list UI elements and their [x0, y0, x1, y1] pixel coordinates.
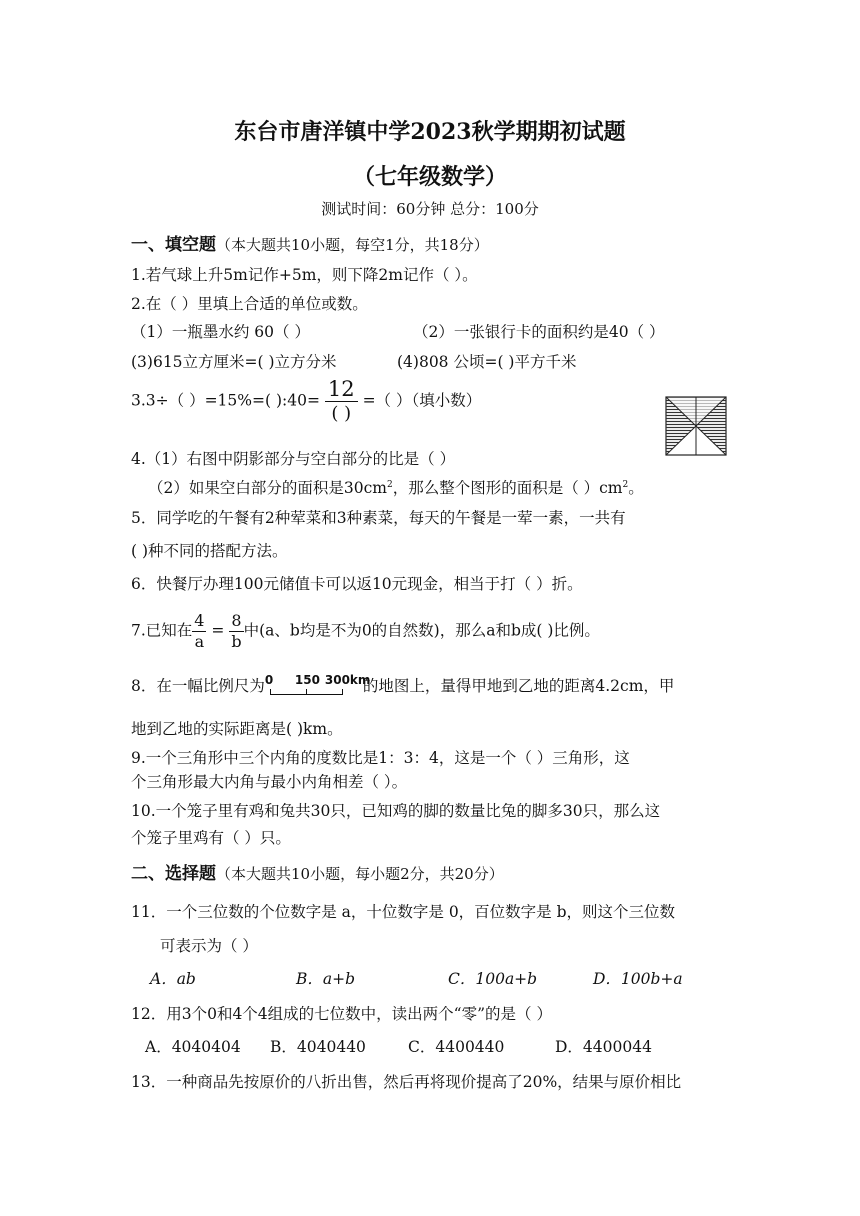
question-5-line-2: ( )种不同的搭配方法。 — [131, 542, 288, 560]
page-subtitle: （七年级数学） — [352, 164, 507, 190]
fraction-12 — [325, 377, 358, 426]
question-4-text-c: 。 — [628, 479, 644, 497]
q11-option-c: C．100a+b — [448, 970, 538, 988]
question-12: 12．用3个0和4个4组成的七位数中，读出两个“零”的是（ ） — [131, 1005, 552, 1023]
section-note: （本大题共10小题，每空1分，共18分） — [216, 236, 489, 254]
question-2-part-3: (3)615立方厘米=( )立方分米 — [131, 353, 337, 371]
question-2-part-4: (4)808 公顷=( )平方千米 — [397, 353, 577, 371]
question-4-part-1: 4.（1）右图中阴影部分与空白部分的比是（ ） — [131, 450, 456, 468]
question-8-post: 的地图上，量得甲地到乙地的距离4.2cm，甲 — [362, 677, 675, 695]
question-7 — [131, 611, 600, 652]
shaded-square-figure — [665, 396, 727, 456]
question-3-pre: 3.3÷（ ）=15%=( ):40= — [131, 391, 320, 410]
equals-sign: = — [211, 621, 225, 640]
scale-tick — [270, 689, 272, 695]
question-5: 5．同学吃的午餐有2种荤菜和3种素菜，每天的午餐是一荤一素，一共有 — [131, 509, 626, 527]
q11-option-b: B．a+b — [296, 970, 356, 988]
fraction-8-over-b — [229, 611, 243, 652]
q12-option-d: D．4400044 — [555, 1038, 652, 1056]
question-11-line-2: 可表示为（ ） — [160, 937, 258, 955]
question-3-post: =（ ）（填小数） — [362, 391, 482, 410]
question-2-part-1: （1）一瓶墨水约 60（ ） — [131, 323, 310, 341]
question-9-line-2: 个三角形最大内角与最小内角相差（ ）。 — [131, 773, 408, 791]
scale-tick — [306, 689, 308, 695]
fraction-4-over-a — [192, 611, 206, 652]
question-1: 1.若气球上升5m记作+5m，则下降2m记作（ ）。 — [131, 266, 478, 284]
page-title: 东台市唐洋镇中学2023秋学期期初试题 — [234, 119, 626, 145]
superscript: 2 — [622, 479, 629, 490]
question-7-post: 中(a、b均是不为0的自然数)，那么a和b成( )比例。 — [243, 621, 600, 640]
scale-tick — [342, 689, 344, 695]
question-10: 10.一个笼子里有鸡和兔共30只，已知鸡的脚的数量比兔的脚多30只，那么这 — [131, 802, 661, 820]
scale-label-150: 150 — [294, 673, 320, 687]
section-title: 二、选择题 — [131, 864, 216, 884]
q12-option-b: B．4040440 — [270, 1038, 366, 1056]
question-2-part-2: （2）一张银行卡的面积约是40（ ） — [413, 323, 665, 341]
section-heading-choice — [131, 859, 504, 884]
fraction-denominator: b — [231, 632, 242, 651]
scale-label-0: 0 — [264, 673, 274, 687]
question-11: 11．一个三位数的个位数字是 a，十位数字是 0，百位数字是 b，则这个三位数 — [131, 903, 676, 921]
question-2: 2.在（ ）里填上合适的单位或数。 — [131, 295, 368, 313]
fraction-numerator: 12 — [325, 377, 358, 402]
fraction-denominator: a — [194, 632, 205, 651]
scale-label-300km: 300km — [324, 673, 371, 687]
superscript: 2 — [386, 479, 393, 490]
question-10-line-2: 个笼子里鸡有（ ）只。 — [131, 829, 291, 847]
question-13: 13．一种商品先按原价的八折出售，然后再将现价提高了20%，结果与原价相比 — [131, 1073, 682, 1091]
section-heading-fill-blank — [131, 230, 489, 255]
fraction-numerator: 4 — [194, 611, 205, 630]
q12-option-c: C．4400440 — [408, 1038, 505, 1056]
fraction-numerator: 8 — [229, 611, 243, 632]
question-8-pre: 8．在一幅比例尺为 — [131, 677, 265, 695]
question-4-text-b: ，那么整个图形的面积是（ ）cm — [392, 479, 623, 497]
question-3 — [131, 377, 481, 426]
fraction-denominator: ( ) — [331, 403, 352, 424]
exam-meta: 测试时间：60分钟 总分：100分 — [321, 200, 539, 218]
q11-option-d: D．100b+a — [593, 970, 683, 988]
section-note: （本大题共10小题，每小题2分，共20分） — [216, 865, 504, 883]
question-6: 6．快餐厅办理100元储值卡可以返10元现金，相当于打（ ）折。 — [131, 575, 583, 593]
q11-option-a: A．ab — [150, 970, 196, 988]
question-9: 9.一个三角形中三个内角的度数比是1：3：4，这是一个（ ）三角形，这 — [131, 749, 630, 767]
map-scale-bar — [264, 673, 371, 699]
question-8 — [131, 674, 674, 699]
question-4-part-2 — [148, 476, 644, 498]
question-4-text-a: （2）如果空白部分的面积是30cm — [148, 479, 387, 497]
q12-option-a: A．4040404 — [145, 1038, 241, 1056]
question-7-pre: 7.已知在 — [131, 621, 193, 640]
question-8-line-2: 地到乙地的实际距离是( )km。 — [131, 720, 343, 738]
section-title: 一、填空题 — [131, 235, 216, 255]
